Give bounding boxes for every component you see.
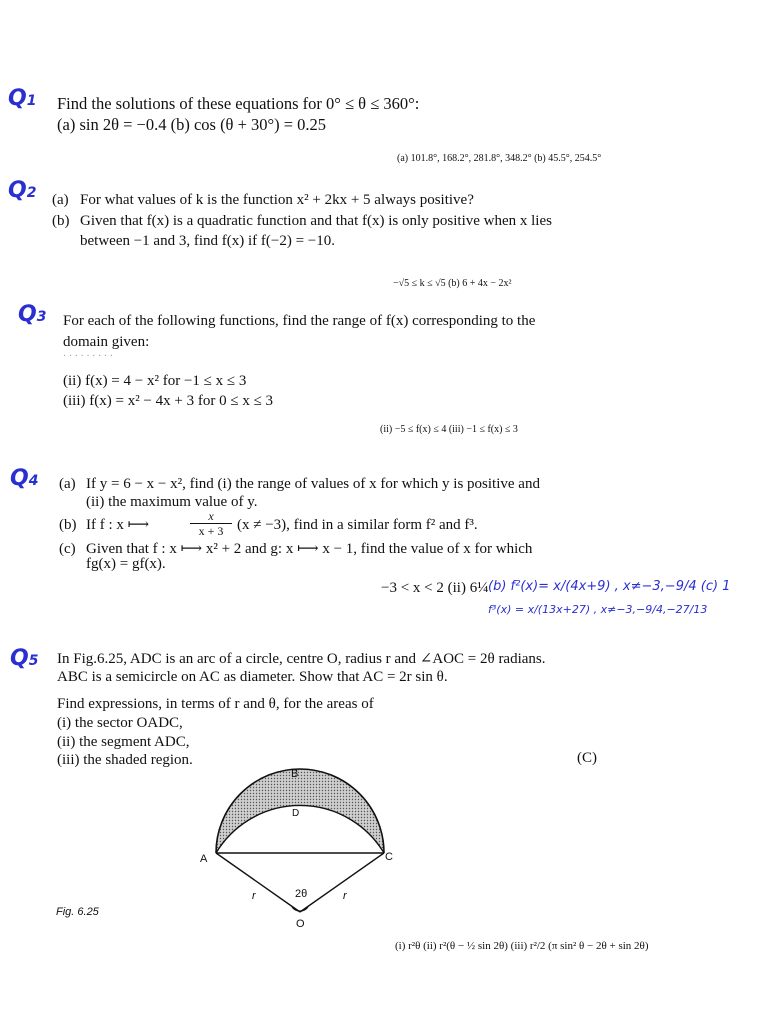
q3-question-line1: For each of the following functions, find the range of f(x) corresponding to the xyxy=(63,313,536,329)
q4-part-c-marker: (c) xyxy=(59,541,76,557)
q4-fraction-denominator: x + 3 xyxy=(190,523,232,538)
shaded-region xyxy=(216,769,384,853)
q2-answer: −√5 ≤ k ≤ √5 (b) 6 + 4x − 2x² xyxy=(393,278,512,289)
q1-label-letter: Q xyxy=(8,86,27,111)
q4-part-a-text2: (ii) the maximum value of y. xyxy=(86,494,258,510)
q4-handwritten-label xyxy=(10,466,38,491)
q5-label-letter: Q xyxy=(10,646,29,671)
q1-answer: (a) 101.8°, 168.2°, 281.8°, 348.2° (b) 45.5°, 254.5° xyxy=(397,153,602,164)
figure-caption: Fig. 6.25 xyxy=(56,906,99,918)
q2-part-a-text: For what values of k is the function x² + 2kx + 5 always positive? xyxy=(80,192,474,208)
q4-answer-handwritten-line1: (b) f²(x)= x/(4x+9) , x≠−3,−9/4 (c) 1 xyxy=(488,579,731,594)
q4-answer-printed: −3 < x < 2 (ii) 6¼ xyxy=(381,580,489,596)
q4-part-b-marker: (b) xyxy=(59,517,77,533)
figure-label-c: C xyxy=(385,851,393,863)
q5-part-iii: (iii) the shaded region. xyxy=(57,752,193,768)
q2-part-b-text: Given that f(x) is a quadratic function and that f(x) is only positive when x lies xyxy=(80,213,552,229)
q4-label-number: 4 xyxy=(28,473,39,489)
q5-part-i: (i) the sector OADC, xyxy=(57,715,183,731)
q5-label-number: 5 xyxy=(28,653,39,669)
q3-label-letter: Q xyxy=(18,302,37,327)
q5-answer: (i) r²θ (ii) r²(θ − ½ sin 2θ) (iii) r²/2 (π sin² θ − 2θ + sin 2θ) xyxy=(395,940,649,952)
q1-label-number: 1 xyxy=(26,93,37,109)
figure-label-b: B xyxy=(291,768,299,780)
q4-part-b-pre: If f : x ⟼ xyxy=(86,517,150,533)
q3-part-iii: (iii) f(x) = x² − 4x + 3 for 0 ≤ x ≤ 3 xyxy=(63,393,274,409)
figure-label-r-left: r xyxy=(252,890,256,902)
figure-label-o: O xyxy=(296,918,305,930)
q2-label-number: 2 xyxy=(26,185,37,201)
q3-label-number: 3 xyxy=(36,309,47,325)
figure-label-a: A xyxy=(200,853,208,865)
q3-faded-part-i: · · · · · · · · · xyxy=(63,351,113,362)
q3-part-ii: (ii) f(x) = 4 − x² for −1 ≤ x ≤ 3 xyxy=(63,373,247,389)
q3-handwritten-label xyxy=(18,302,46,327)
q1-handwritten-label xyxy=(8,86,36,111)
q4-part-a-text: If y = 6 − x − x², find (i) the range of values of x for which y is positive and xyxy=(86,476,540,492)
q1-question-line1: Find the solutions of these equations for 0° ≤ θ ≤ 360°: xyxy=(57,94,420,113)
figure-label-angle: 2θ xyxy=(295,888,308,900)
q4-fraction-numerator: x xyxy=(208,509,214,523)
q4-part-c-text: Given that f : x ⟼ x² + 2 and g: x ⟼ x − 1, find the value of x for which xyxy=(86,541,533,557)
q2-part-b-text2: between −1 and 3, find f(x) if f(−2) = −10. xyxy=(80,233,336,249)
q3-answer: (ii) −5 ≤ f(x) ≤ 4 (iii) −1 ≤ f(x) ≤ 3 xyxy=(380,424,518,435)
radius-oc xyxy=(300,853,384,912)
q2-part-b-marker: (b) xyxy=(52,213,70,229)
q5-question-line2: ABC is a semicircle on AC as diameter. Show that AC = 2r sin θ. xyxy=(57,669,448,685)
q2-part-a-marker: (a) xyxy=(52,192,69,208)
q1-question-line2: (a) sin 2θ = −0.4 (b) cos (θ + 30°) = 0.25 xyxy=(57,115,327,134)
q4-part-c-text2: fg(x) = gf(x). xyxy=(86,556,166,572)
q2-label-letter: Q xyxy=(8,178,27,203)
q4-label-letter: Q xyxy=(10,466,29,491)
q5-source-tag: (C) xyxy=(577,750,597,766)
q4-part-a-marker: (a) xyxy=(59,476,76,492)
q5-question-line1: In Fig.6.25, ADC is an arc of a circle, centre O, radius r and ∠AOC = 2θ radians. xyxy=(57,651,546,667)
figure-label-r-right: r xyxy=(343,890,347,902)
radius-oa xyxy=(216,853,300,912)
q3-question-line2: domain given: xyxy=(63,334,150,350)
figure-6-25 xyxy=(190,765,410,935)
q4-part-b-post: (x ≠ −3), find in a similar form f² and f³. xyxy=(237,517,478,533)
q4-answer-handwritten-line2: f³(x) = x/(13x+27) , x≠−3,−9/4,−27/13 xyxy=(488,603,708,616)
figure-label-d: D xyxy=(292,808,300,819)
q5-part-ii: (ii) the segment ADC, xyxy=(57,734,190,750)
q5-handwritten-label xyxy=(10,646,38,671)
q4-part-b-fraction xyxy=(190,509,232,538)
q2-handwritten-label xyxy=(8,178,36,203)
q5-question-line3: Find expressions, in terms of r and θ, for the areas of xyxy=(57,696,374,712)
